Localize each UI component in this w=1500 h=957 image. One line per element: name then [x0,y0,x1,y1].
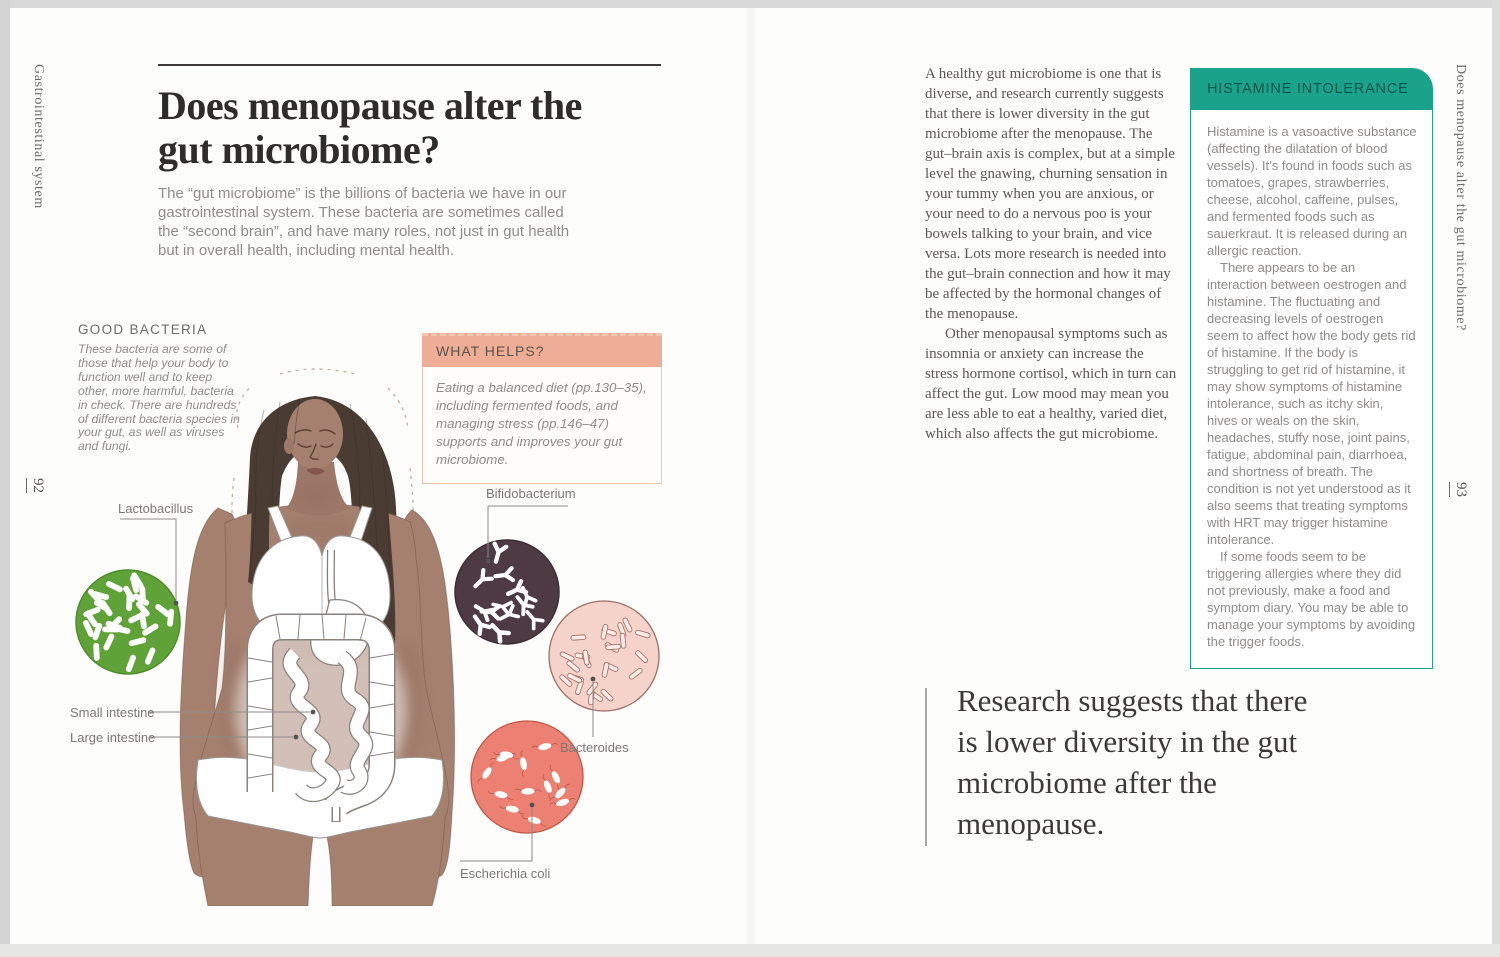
pull-quote: Research suggests that there is lower diversity in the gut microbiome after the menopause. [957,683,1308,841]
page-edge-left [0,0,10,957]
label-lactobacillus: Lactobacillus [118,501,194,516]
good-bacteria-heading: GOOD BACTERIA [78,322,208,337]
what-helps-body: Eating a balanced diet (pp.130–35), including fermented foods, and managing stress (pp.146–47) supports and improves your gut microbiome. [422,367,662,484]
escherichia-coli-circle [470,720,584,834]
histamine-box-body [1191,110,1432,668]
label-bacteroides: Bacteroides [560,740,629,755]
histamine-paragraph: Histamine is a vasoactive substance (affecting the dilatation of blood vessels). It’s found in foods such as tomatoes, grapes, strawberries, cheese, alcohol, caffeine, pulses, and fermented foods such as sauerkraut. It is released during an allergic reaction. [1207,124,1417,258]
body-paragraph: Other menopausal symptoms such as insomnia or anxiety can increase the stress hormone cortisol, which in turn can affect the gut. Low mood may mean you are less able to eat a healthy, varied diet, which also affects the gut microbiome. [925,326,1177,442]
label-bifidobacterium: Bifidobacterium [486,486,576,501]
page-edge-right [1492,0,1500,957]
title-rule [158,64,661,66]
bifidobacterium-circle [454,539,560,645]
body-paragraph: A healthy gut microbiome is one that is diverse, and research currently suggests that there is lower diversity in the gut microbiome after the menopause. The gut–brain axis is complex, but at a simple level the gnawing, churning sensation in your tummy when you are anxious, or your need to do a nervous poo is your bowels talking to your brain, and vice versa. Lots more research is needed into the gut–brain connection and how it may be affected by the hormonal changes of the menopause. [925,66,1175,322]
left-margin-label: Gastrointestinal system [31,64,46,209]
main-text-column [925,64,1177,444]
right-margin-label: Does menopause alter the gut microbiome? [1453,64,1468,331]
page-edge-bottom [0,944,1500,957]
page-gutter [744,8,758,944]
histamine-paragraph: There appears to be an interaction between oestrogen and histamine. The fluctuating and decreasing levels of oestrogen seem to affect how the body gets rid of histamine. If the body is struggling to get rid of histamine, it may show symptoms of histamine intolerance, such as itchy skin, hives or weals on the skin, headaches, stuffy nose, joint pains, fatigue, abdominal pain, diarrhoea, and shortness of breath. The condition is not yet understood as it also seems that treating symptoms with HRT may trigger histamine intolerance. [1207,260,1416,547]
good-bacteria-note: These bacteria are some of those that help your body to function well and to keep other, more harmful, bacteria in check. There are hundreds of different bacteria species in your gut, as well as viruses and fungi. [78,342,240,454]
label-escherichia-coli: Escherichia coli [460,866,551,881]
intro-paragraph: The “gut microbiome” is the billions of bacteria we have in our gastrointestinal system. These bacteria are sometimes called the “second brain”, and have many roles, not just in gut health but in overall health, including mental health. [158,185,570,259]
lactobacillus-circle [75,569,181,675]
right-page-number: 93 [1449,482,1469,497]
what-helps-heading: WHAT HELPS? [422,333,662,367]
pull-quote-bar [925,688,927,846]
ear [284,438,294,454]
bacteroides-circle [548,600,660,712]
label-small-intestine: Small intestine [70,705,155,720]
page-edge-top [0,0,1500,8]
histamine-box-heading: HISTAMINE INTOLERANCE [1190,68,1433,110]
histamine-paragraph: If some foods seem to be triggering allergies where they did not previously, make a food and symptom diary. You may be able to manage your symptoms by avoiding the trigger foods. [1207,549,1416,649]
left-page-number: 92 [26,478,46,493]
label-large-intestine: Large intestine [70,730,156,745]
histamine-intolerance-box [1190,68,1433,669]
page-title: Does menopause alter the gut microbiome? [158,83,582,172]
